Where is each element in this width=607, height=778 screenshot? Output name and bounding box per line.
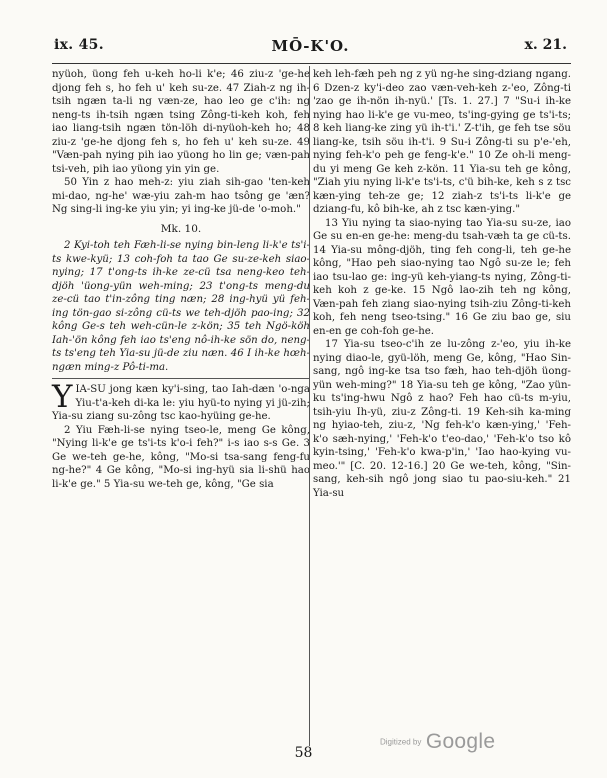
chapter-verse-left: ix. 45. [54, 37, 104, 53]
right-paragraph-3: 17 Yia-su tseo-c'ih ze lu-zông z-'eo, yiu ih-ke nying diao-le, gyü-löh, meng Ge, kông, "Hao Sin-sang, ngô ing-ke tsa tso fæh, hao teh-djöh üong-yün weh-ming?" 18 Yia-su teh ge kông, "Zao yün-ku ts'ing-hwu Ngô z hao? Feh hao cü-ts m-yiu, tsih-yiu Ih-yü, ziu-z Zông-ti. 19 Keh-sih ka-ming ng hyiao-teh, ziu-z, 'Ng feh-k'o kæn-ying,' 'Feh-k'o sæh-nying,' 'Feh-k'o t'eo-dao,' 'Feh-k'o tso kô kyin-tsing,' 'Feh-k'o kwa-p'in,' 'Iao hao-kying vu-meo.'" [C. 20. 12-16.] 20 Ge we-teh, kông, "Sin-sang, keh-sih ngô jong siao tu pao-siu-keh." 21 Yia-su [313, 339, 571, 499]
verse-2-paragraph: 2 Yiu Fæh-li-se nying tseo-le, meng Ge kông, "Nying li-k'e ge ts'i-ts k'o-i feh?" i-s iao s-s Ge. 3 Ge we-teh ge-he, kông, "Mo-si tsa-sang feng-fu ng-he?" 4 Ge kông, "Mo-si ing-hyü sia li-shü hao li-k'e ge." 5 Yia-su we-teh ge, kông, "Ge sia [52, 424, 310, 490]
right-paragraph-2: 13 Yiu nying ta siao-nying tao Yia-su su-ze, iao Ge su en-en ge-he: meng-du tsah-væh ta ge cü-ts. 14 Yia-su mông-djöh, ting feh cong-li, teh ge-he kông, "Hao peh siao-nying tao Ngô su-ze le; feh iao tsu-lao ge: ing-yü keh-yiang-ts nying, Zông-ti-keh koh z ge-ke. 15 Ngô lao-zih teh ng kông, Væn-pah feh ziang siao-nying tsih-ziu Zông-ti-keh koh, feh neng tseo-tsing." 16 Ge ziu bao ge, siu en-en ge coh-foh ge-he. [313, 217, 571, 337]
opening-paragraph [52, 379, 310, 424]
page-number: 58 [294, 745, 313, 761]
digitized-watermark [380, 730, 495, 754]
left-column [52, 68, 310, 491]
book-title: MŌ-K'O. [271, 37, 350, 55]
watermark-caption: Digitized by [380, 737, 422, 747]
chapter-heading: Mk. 10. [160, 222, 202, 235]
running-head [54, 37, 567, 59]
header-rule [52, 63, 571, 64]
chapter-verse-right: x. 21. [524, 37, 567, 53]
left-paragraph-1: nyüoh, üong feh u-keh ho-li k'e; 46 ziu-z 'ge-he djong feh s, ho feh u' keh su-ze. 47 Ziah-z ng ih-tsih ngæn ta-li ng væn-ze, hao leo ge c'ih: ng neng-ts ih-tsih ngæn tsing Zông-ti-keh koh, feh iao liang-tsih ngæn tön-löh di-nyüoh-keh ho; 48 ziu-z 'ge-he djong feh s, ho feh u' keh su-ze. 49 "Væn-pah nying pih iao yüong ho lin ge; væn-pah tsi-veh, pih iao yüong yin yin ge. [52, 69, 310, 175]
column-divider [309, 66, 310, 746]
drop-cap: Y [52, 379, 73, 415]
left-paragraph-2: 50 Yin z hao meh-z: yiu ziah sih-gao 'ten-keh mi-dao, ng-he' wæ-yiu zah-m hao tsông ge 'æn? Ng sing-li ing-ke yiu yin; yi ing-ke jü-de 'o-moh." [52, 177, 310, 215]
chapter-summary: 2 Kyi-toh teh Fæh-li-se nying bin-leng li-k'e ts'i-ts kwe-kyü; 13 coh-foh ta tao Ge su-ze-keh siao-nying; 17 t'ong-ts ih-ke ze-cü tsa neng-keo teh-djöh 'üong-yün weh-ming; 23 t'ong-ts meng-du ze-cü tao t'in-zông ting næn; 28 ing-hyü yü feh-ing tön-gao si-zông cü-ts we teh-djöh pao-ing; 32 kông Ge-s teh weh-cün-le z-kön; 35 teh Ngö-köh Iah-'ön kông feh iao ts'eng nô-ih-ke sön do, neng-ts ts'eng teh Yia-su jü-de ziu næn. 46 I ih-ke hœh-ngæn ming-z Pô-ti-ma. [52, 239, 310, 379]
watermark-brand: Google [425, 730, 496, 753]
right-column [313, 68, 571, 500]
right-paragraph-1: keh leh-fæh peh ng z yü ng-he sing-dziang ngang. 6 Dzen-z ky'i-deo zao væn-veh-keh z-'eo, Zông-ti 'zao ge ih-nön ih-nyü.' [Ts. 1. 27.] 7 "Su-i ih-ke nying hao li-k'e ge vu-meo, ts'ing-gying ge ts'i-ts; 8 keh liang-ke zing yü ih-t'i.' Z-t'ih, ge feh tse söu liang-ke, tsih söu ih-t'i. 9 Su-i Zông-ti su p'e-'eh, nying feh-k'o peh ge feng-k'e." 10 Ze oh-li meng-du yi meng Ge keh z-kön. 11 Yia-su teh ge kông, "Ziah yiu nying li-k'e ts'i-ts, c'ü bih-ke, keh s z tsc kæn-ying teh-ze ge; 12 ziah-z ts'i-ts li-k'e ge dziang-fu, kô bih-ke, ah z tsc kæn-ying." [313, 69, 571, 215]
opening-text: IA-SU jong kæn ky'i-sing, tao Iah-dæn 'o-nga Yiu-t'a-keh di-ka le: yiu hyü-to nying yi jü-zih; Yia-su ziang su-zông tsc kao-hyüing ge-he. [52, 384, 310, 422]
